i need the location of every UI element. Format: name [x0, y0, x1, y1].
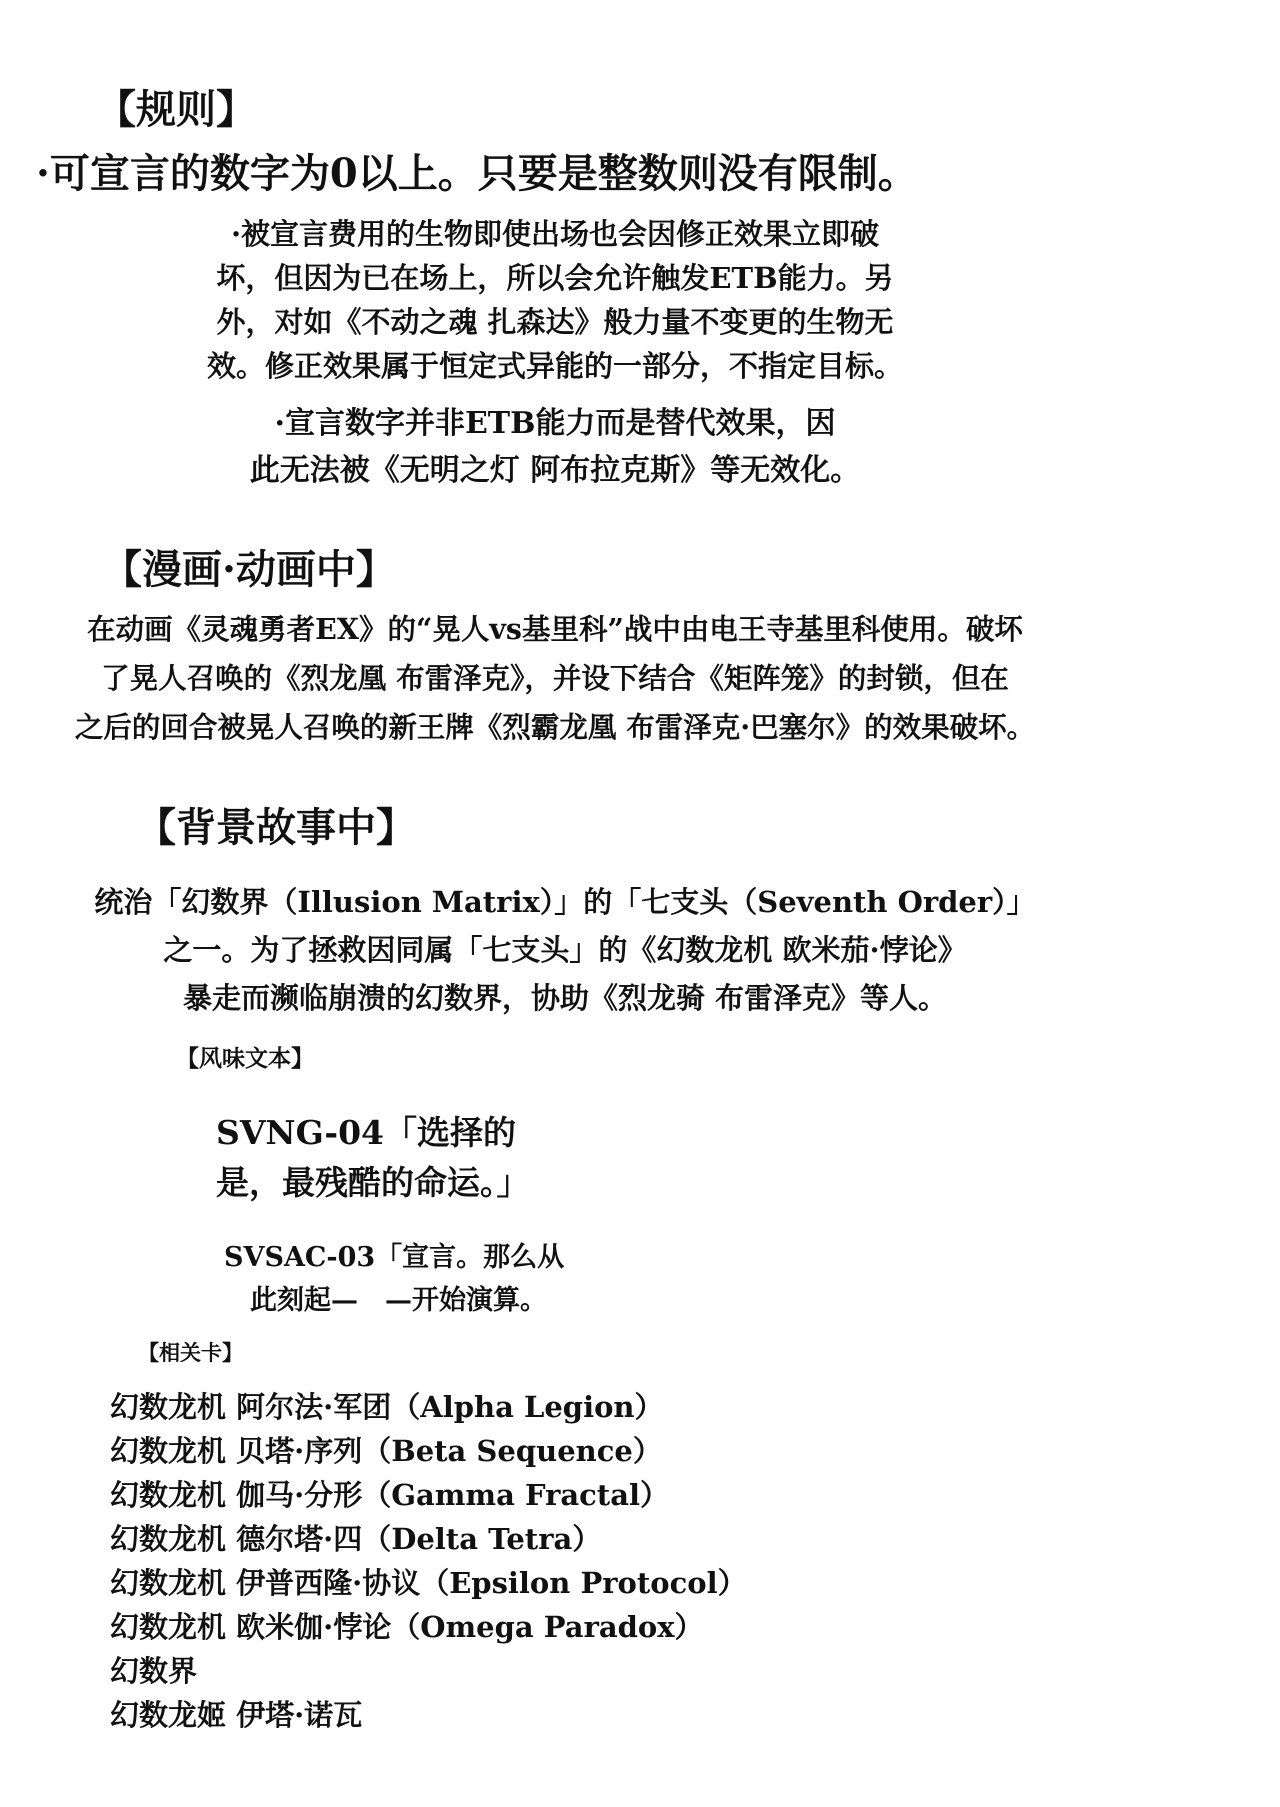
- related-card-item: 幻数龙机 德尔塔·四（Delta Tetra）: [110, 1522, 602, 1556]
- rules-main-text: ·可宣言的数字为0以上。只要是整数则没有限制。: [36, 150, 918, 197]
- rules-note-line: ·被宣言费用的生物即使出场也会因修正效果立即破: [230, 217, 880, 251]
- flavor-line: SVSAC-03「宣言。那么从: [224, 1242, 565, 1273]
- related-card-item: 幻数龙机 阿尔法·军团（Alpha Legion）: [110, 1390, 664, 1424]
- rules-note-line: 效。修正效果属于恒定式异能的一部分，不指定目标。: [206, 349, 903, 383]
- flavor-text-1: [216, 1108, 530, 1208]
- related-card-item: 幻数龙机 欧米伽·悖论（Omega Paradox）: [110, 1610, 704, 1644]
- related-card-list: [110, 1385, 747, 1737]
- flavor-line: 是，最残酷的命运。」: [216, 1163, 530, 1202]
- story-heading: 【背景故事中】: [136, 804, 416, 851]
- flavor-heading: 【风味文本】: [176, 1045, 314, 1072]
- rules-note-line: 坏，但因为已在场上，所以会允许触发ETB能力。另: [216, 261, 894, 295]
- rules-heading: 【规则】: [96, 86, 256, 133]
- anime-line: 之后的回合被晃人召唤的新王牌《烈霸龙凰 布雷泽克·巴塞尔》的效果破坏。: [74, 710, 1036, 744]
- story-line: 暴走而濒临崩溃的幻数界，协助《烈龙骑 布雷泽克》等人。: [182, 981, 948, 1015]
- anime-line: 在动画《灵魂勇者EX》的“晃人vs基里科”战中由电王寺基里科使用。破坏: [87, 612, 1023, 646]
- rules-note-line: 外，对如《不动之魂 扎森达》般力量不变更的生物无: [216, 305, 894, 339]
- related-card-item: 幻数龙机 伊普西隆·协议（Epsilon Protocol）: [110, 1566, 747, 1600]
- related-card-item: 幻数龙机 伽马·分形（Gamma Fractal）: [110, 1478, 670, 1512]
- related-card-item: 幻数界: [110, 1654, 198, 1688]
- related-heading: 【相关卡】: [138, 1340, 243, 1365]
- story-line: 之一。为了拯救因同属「七支头」的《幻数龙机 欧米茄·悖论》: [163, 933, 967, 967]
- anime-text: [0, 605, 1110, 752]
- related-card-item: 幻数龙机 贝塔·序列（Beta Sequence）: [110, 1434, 662, 1468]
- rules-note-line: ·宣言数字并非ETB能力而是替代效果，因: [274, 406, 836, 441]
- rules-notes: [0, 212, 1110, 388]
- anime-heading: 【漫画·动画中】: [102, 546, 396, 593]
- anime-line: 了晃人召唤的《烈龙凰 布雷泽克》，并设下结合《矩阵笼》的封锁，但在: [101, 661, 1009, 695]
- flavor-line: SVNG-04「选择的: [216, 1113, 517, 1152]
- related-card-item: 幻数龙姬 伊塔·诺瓦: [110, 1698, 363, 1732]
- rules-note-line: 此无法被《无明之灯 阿布拉克斯》等无效化。: [249, 453, 861, 488]
- flavor-line: 此刻起— —开始演算。: [250, 1285, 547, 1316]
- rules-notes-2: [0, 400, 1110, 494]
- story-line: 统治「幻数界（Illusion Matrix）」的「七支头（Seventh Order）」: [94, 885, 1036, 919]
- flavor-text-2: [224, 1236, 564, 1322]
- story-text: [0, 878, 1130, 1022]
